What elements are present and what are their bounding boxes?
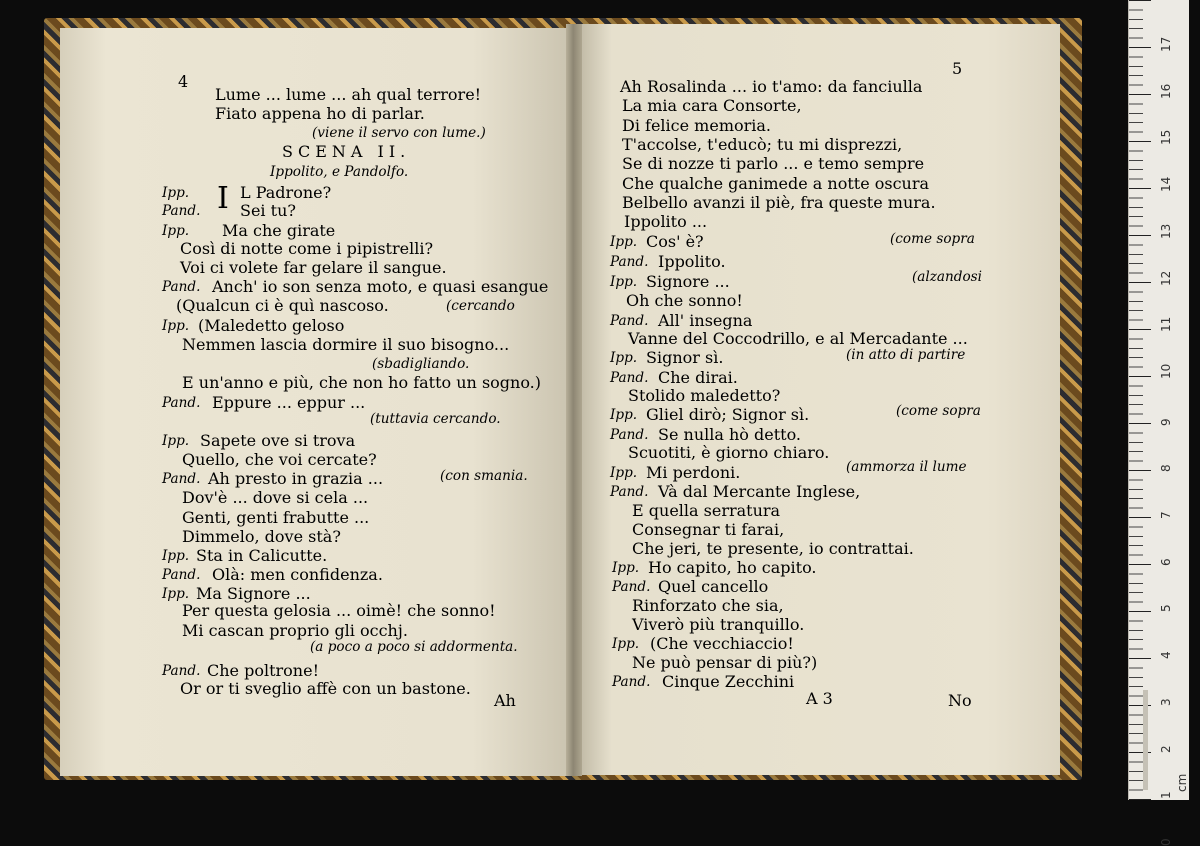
verse-line: Nemmen lascia dormire il suo bisogno... (182, 335, 510, 354)
stage-direction-or-speaker: Pand. (612, 579, 651, 595)
verse-line: (Che vecchiaccio! (650, 634, 794, 653)
verse-line: Cos' è? (646, 232, 704, 251)
verse-line: La mia cara Consorte, (622, 96, 802, 115)
stage-direction-or-speaker: (ammorza il lume (846, 459, 967, 475)
stage-direction-or-speaker: (sbadigliando. (372, 356, 470, 372)
verse-line: Gliel dirò; Signor sì. (646, 405, 810, 424)
verse-line: Dimmelo, dove stà? (182, 527, 341, 546)
verse-line: Cinque Zecchini (662, 672, 795, 691)
verse-line: Che poltrone! (207, 661, 320, 680)
verse-line: Genti, genti frabutte ... (182, 508, 370, 527)
ruler-number: 10 (1159, 363, 1173, 379)
ruler-number: 7 (1159, 511, 1173, 519)
verse-line: Signore ... (646, 272, 730, 291)
ruler-number: 17 (1159, 36, 1173, 52)
verse-line: Viverò più tranquillo. (632, 615, 805, 634)
drop-cap-initial: I (217, 181, 229, 216)
measuring-ruler (1128, 0, 1189, 846)
right-catchword: No (948, 691, 972, 710)
ruler-number: 15 (1159, 130, 1173, 146)
verse-line: Signor sì. (646, 348, 724, 367)
verse-line: Sapete ove si trova (200, 431, 356, 450)
verse-line: Ippolito ... (624, 212, 708, 231)
verse-line: Di felice memoria. (622, 116, 772, 135)
verse-line: Ah presto in grazia ... (208, 469, 384, 488)
verse-line: Mi perdoni. (646, 463, 741, 482)
stage-direction-or-speaker: Pand. (162, 395, 201, 411)
stage-direction-or-speaker: Ipp. (610, 350, 638, 366)
verse-line: Or or ti sveglio affè con un bastone. (180, 679, 471, 698)
verse-line: Olà: men confidenza. (212, 565, 383, 584)
verse-line: Eppure ... eppur ... (212, 393, 366, 412)
stage-direction-or-speaker: (a poco a poco si addormenta. (310, 639, 518, 655)
verse-line: Rinforzato che sia, (632, 596, 784, 615)
stage-direction-or-speaker: Pand. (162, 279, 201, 295)
ruler-number: 16 (1159, 83, 1173, 99)
verse-line: Ah Rosalinda ... io t'amo: da fanciulla (620, 77, 923, 96)
stage-direction-or-speaker: Ipp. (162, 586, 190, 602)
stage-direction-or-speaker: Ipp. (610, 274, 638, 290)
ruler-number: 6 (1159, 558, 1173, 566)
verse-line: Consegnar ti farai, (632, 520, 785, 539)
stage-direction-or-speaker: (con smania. (440, 468, 528, 484)
verse-line: L Padrone? (240, 183, 332, 202)
ruler-number: 0 (1159, 838, 1173, 846)
verse-line: E quella serratura (632, 501, 781, 520)
verse-line: Scuotiti, è giorno chiaro. (628, 443, 830, 462)
stage-direction-or-speaker: Ipp. (162, 318, 190, 334)
verse-line: SCENA II. (282, 142, 411, 161)
verse-line: Per questa gelosia ... oimè! che sonno! (182, 601, 496, 620)
verse-line: Che jeri, te presente, io contrattai. (632, 539, 914, 558)
stage-direction-or-speaker: Ipp. (612, 636, 640, 652)
left-page-number: 4 (178, 72, 189, 91)
stage-direction-or-speaker: Pand. (162, 663, 201, 679)
ruler-number: 1 (1159, 791, 1173, 800)
stage-direction-or-speaker: Ipp. (610, 465, 638, 481)
verse-line: (Qualcun ci è quì nascoso. (176, 296, 389, 315)
ruler-number: 11 (1159, 316, 1173, 333)
stage-direction-or-speaker: Ipp. (610, 407, 638, 423)
stage-direction-or-speaker: Ipp. (162, 223, 190, 239)
stage-direction-or-speaker: (tuttavia cercando. (370, 411, 501, 427)
ruler-unit: cm (1175, 773, 1189, 792)
ruler-number: 4 (1159, 651, 1173, 660)
stage-direction-or-speaker: Ipp. (162, 185, 190, 201)
stage-direction-or-speaker: Ipp. (162, 548, 190, 564)
ruler-number: 14 (1159, 176, 1173, 193)
verse-line: Che qualche ganimede a notte oscura (622, 174, 930, 193)
verse-line: Che dirai. (658, 368, 738, 387)
verse-line: Ma che girate (222, 221, 336, 240)
stage-direction-or-speaker: Pand. (610, 484, 649, 500)
stage-direction-or-speaker: (come sopra (890, 231, 975, 247)
ruler-number: 9 (1159, 417, 1173, 426)
verse-line: Lume ... lume ... ah qual terrore! (215, 85, 482, 104)
stage-direction-or-speaker: Pand. (612, 674, 651, 690)
verse-line: (Maledetto geloso (198, 316, 345, 335)
stage-direction-or-speaker: (in atto di partire (846, 347, 966, 363)
verse-line: T'accolse, t'educò; tu mi disprezzi, (622, 135, 903, 154)
stage-direction-or-speaker: Pand. (610, 427, 649, 443)
verse-line: Và dal Mercante Inglese, (658, 482, 861, 501)
verse-line: Vanne del Coccodrillo, e al Mercadante ... (628, 329, 968, 348)
ruler-scratch (1143, 690, 1148, 790)
stage-direction-or-speaker: Pand. (162, 471, 201, 487)
verse-line: Belbello avanzi il piè, fra queste mura. (622, 193, 936, 212)
stage-direction-or-speaker: Ipp. (610, 234, 638, 250)
verse-line: All' insegna (658, 311, 753, 330)
verse-line: Se nulla hò detto. (658, 425, 802, 444)
stage-direction-or-speaker: Ipp. (162, 433, 190, 449)
ruler-major-ticks (1129, 0, 1151, 800)
stage-direction-or-speaker: (alzandosi (912, 269, 982, 285)
stage-direction-or-speaker: Pand. (162, 567, 201, 583)
verse-line: Se di nozze ti parlo ... e temo sempre (622, 154, 925, 173)
verse-line: Mi cascan proprio gli occhj. (182, 621, 408, 640)
ruler-number: 8 (1159, 464, 1173, 473)
verse-line: Ho capito, ho capito. (648, 558, 817, 577)
stage-direction-or-speaker: Pand. (610, 370, 649, 386)
ruler-number: 3 (1159, 698, 1173, 706)
verse-line: Voi ci volete far gelare il sangue. (180, 258, 447, 277)
verse-line: Sei tu? (240, 201, 296, 220)
verse-line: Anch' io son senza moto, e quasi esangue (212, 277, 549, 296)
stage-direction-or-speaker: Pand. (610, 313, 649, 329)
signature-mark: A 3 (806, 689, 833, 708)
verse-line: Stolido maledetto? (628, 386, 781, 405)
ruler-number: 5 (1159, 604, 1173, 613)
verse-line: Quel cancello (658, 577, 769, 596)
book-gutter (566, 24, 582, 776)
stage-direction-or-speaker: (come sopra (896, 403, 981, 419)
verse-line: Fiato appena ho di parlar. (215, 104, 425, 123)
ruler-number: 12 (1159, 270, 1173, 286)
stage-direction-or-speaker: (viene il servo con lume.) (312, 125, 486, 141)
stage-direction-or-speaker: Ipp. (612, 560, 640, 576)
verse-line: Sta in Calicutte. (196, 546, 328, 565)
verse-line: Quello, che voi cercate? (182, 450, 377, 469)
verse-line: E un'anno e più, che non ho fatto un sogno.) (182, 373, 542, 392)
verse-line: Ne può pensar di più?) (632, 653, 818, 672)
verse-line: Ippolito. (658, 252, 726, 271)
verse-line: Ma Signore ... (196, 584, 311, 603)
stage-direction-or-speaker: Pand. (610, 254, 649, 270)
stage-direction-or-speaker: Ippolito, e Pandolfo. (270, 164, 409, 180)
left-catchword: Ah (494, 691, 516, 710)
stage-direction-or-speaker: Pand. (162, 203, 201, 219)
verse-line: Così di notte come i pipistrelli? (180, 239, 434, 258)
ruler-number: 2 (1159, 744, 1173, 753)
verse-line: Oh che sonno! (626, 291, 743, 310)
verse-line: Dov'è ... dove si cela ... (182, 488, 369, 507)
right-page-number: 5 (952, 59, 963, 78)
stage-direction-or-speaker: (cercando (446, 298, 515, 314)
ruler-number: 13 (1159, 223, 1173, 239)
